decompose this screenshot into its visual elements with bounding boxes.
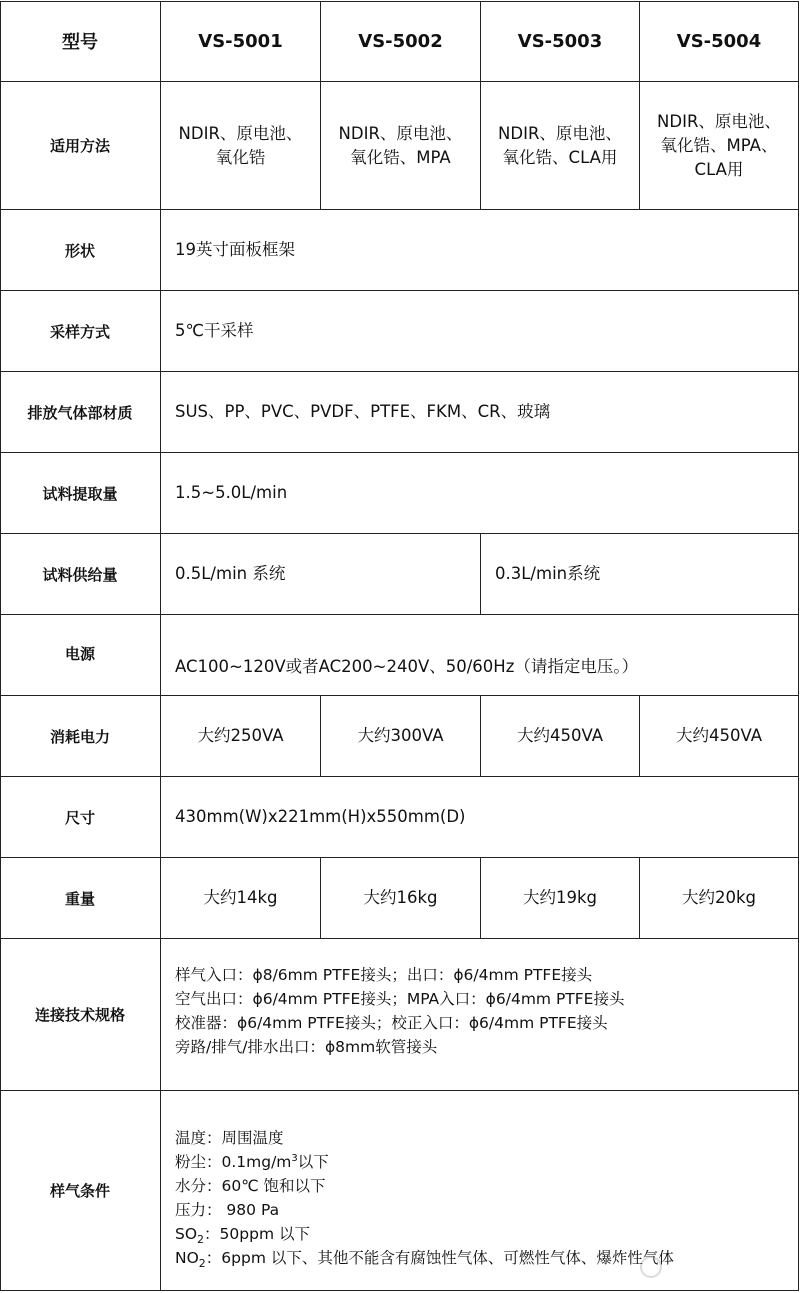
size-label: 尺寸 (64, 808, 95, 827)
method-vs5002: NDIR、原电池、 氧化锆、MPA (338, 123, 463, 167)
sampling-value: 5℃干采样 (175, 321, 254, 340)
sampling-label: 采样方式 (49, 322, 110, 341)
connection-value (161, 939, 798, 1090)
connection-line-1: 样气入口：ϕ8/6mm PTFE接头；出口：ϕ6/4mm PTFE接头 (175, 965, 593, 984)
method-vs5001: NDIR、原电池、 氧化锆 (178, 123, 303, 167)
conditions-label: 样气条件 (49, 1182, 110, 1200)
weight-vs5002: 大约16kg (363, 888, 438, 907)
material-value: SUS、PP、PVC、PVDF、PTFE、FKM、CR、玻璃 (175, 402, 551, 421)
consumption-vs5003: 大约450VA (516, 726, 603, 745)
supply-value-2: 0.3L/min系统 (495, 564, 601, 583)
consumption-vs5001: 大约250VA (197, 726, 284, 745)
method-vs5004: NDIR、原电池、 氧化锆、MPA、 CLA用 (657, 111, 781, 179)
model-vs5004: VS-5004 (676, 30, 762, 52)
supply-value-1: 0.5L/min 系统 (175, 564, 286, 583)
consumption-vs5002: 大约300VA (357, 726, 444, 745)
header-label: 型号 (62, 32, 98, 53)
weight-vs5003: 大约19kg (522, 888, 598, 907)
condition-pressure: 压力： 980 Pa (175, 1200, 280, 1219)
power-label: 电源 (64, 645, 95, 663)
model-vs5001: VS-5001 (198, 30, 283, 52)
consumption-vs5004: 大约450VA (675, 726, 762, 745)
connection-line-3: 校准器：ϕ6/4mm PTFE接头；校正入口：ϕ6/4mm PTFE接头 (175, 1013, 608, 1032)
model-vs5003: VS-5003 (517, 30, 603, 52)
method-label: 适用方法 (49, 137, 110, 155)
watermark-logo (640, 1252, 790, 1282)
supply-label: 试料供给量 (42, 565, 118, 584)
watermark-icon (640, 1256, 662, 1278)
condition-moisture: 水分：60℃ 饱和以下 (175, 1176, 326, 1195)
condition-dust: 粉尘：$0.1mg/m^3$以下 (175, 1152, 329, 1171)
weight-label: 重量 (64, 889, 95, 908)
size-value: 430mm(W)x221mm(H)x550mm(D) (175, 807, 466, 826)
intake-value: 1.5~5.0L/min (175, 483, 288, 502)
shape-value: 19英寸面板框架 (175, 240, 295, 259)
connection-label: 连接技术规格 (34, 1006, 125, 1024)
weight-vs5001: 大约14kg (203, 888, 278, 907)
intake-label: 试料提取量 (42, 484, 118, 503)
material-label: 排放气体部材质 (27, 403, 133, 422)
weight-vs5004: 大约20kg (681, 888, 757, 907)
condition-so2: $SO_2$：50ppm 以下 (175, 1224, 310, 1246)
method-vs5003: NDIR、原电池、 氧化锆、CLA用 (498, 123, 622, 167)
shape-label: 形状 (64, 241, 95, 260)
model-vs5002: VS-5002 (358, 30, 443, 52)
condition-no2: $NO_2$：6ppm 以下、其他不能含有腐蚀性气体、可燃性气体、爆炸性气体 (175, 1248, 674, 1270)
connection-line-2: 空气出口：ϕ6/4mm PTFE接头；MPA入口：ϕ6/4mm PTFE接头 (175, 989, 625, 1008)
connection-line-4: 旁路/排气/排水出口：ϕ8mm软管接头 (175, 1037, 438, 1056)
consumption-label: 消耗电力 (49, 727, 110, 746)
power-value: AC100~120V或者AC200~240V、50/60Hz（请指定电压。） (175, 657, 639, 676)
condition-temp: 温度：周围温度 (175, 1128, 284, 1147)
